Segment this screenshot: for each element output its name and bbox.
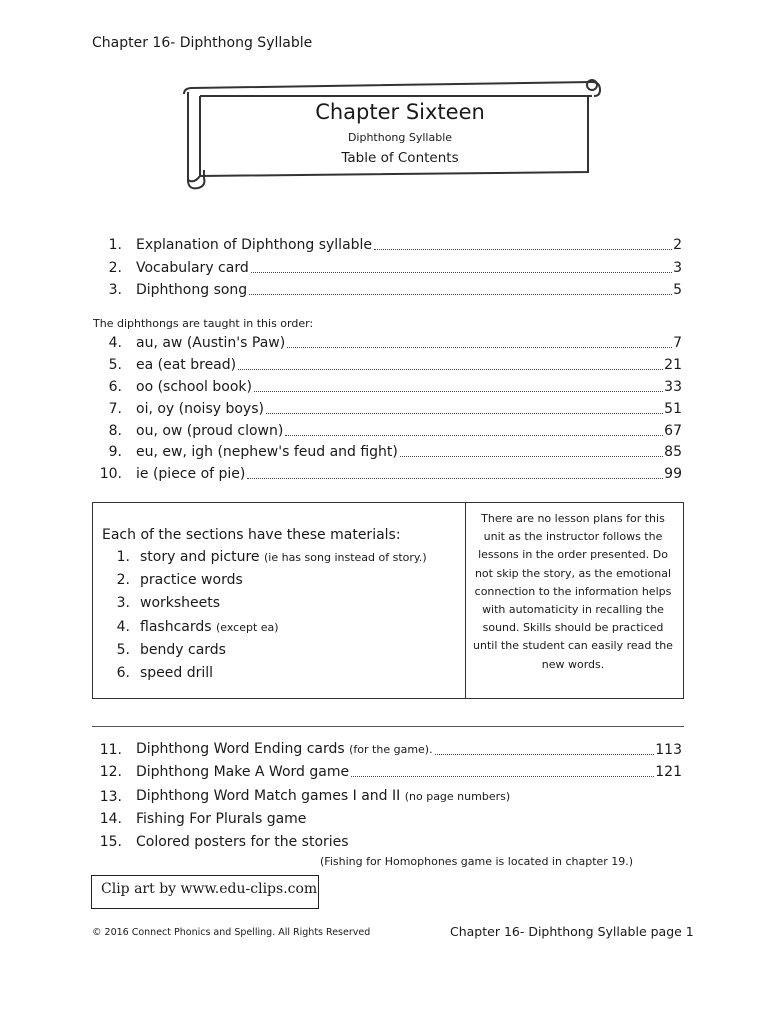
toc-entry <box>96 833 682 851</box>
toc-entry <box>96 422 682 440</box>
toc-entry <box>96 334 682 352</box>
toc-entry <box>96 740 682 759</box>
toc-label: Diphthong Make A Word game <box>136 764 350 780</box>
toc-number: 2. <box>108 260 122 276</box>
toc-number: 6. <box>108 379 122 395</box>
toc-number: 7. <box>108 401 122 417</box>
toc-label: ie (piece of pie) <box>136 466 246 482</box>
toc-page: 99 <box>664 466 682 482</box>
materials-item: 4. flashcards (except ea) <box>116 619 279 635</box>
chapter-title: Chapter Sixteen <box>315 100 485 124</box>
toc-label: Colored posters for the stories <box>136 834 349 850</box>
toc-heading: Table of Contents <box>341 150 459 166</box>
toc-number: 5. <box>108 357 122 373</box>
toc-label: au, aw (Austin's Paw) <box>136 335 286 351</box>
toc-page: 2 <box>673 237 682 253</box>
toc-page: 5 <box>673 282 682 298</box>
toc-page: 33 <box>664 379 682 395</box>
toc-page: 113 <box>655 742 682 758</box>
materials-item: 2. practice words <box>116 572 243 588</box>
toc-page: 3 <box>673 260 682 276</box>
instructor-note: There are no lesson plans for this unit as the instructor follows the lessons in the order presented. Do not skip the story, as the emotional connection to the information helps with automaticity in recalling the sound. Skills should be practiced until the student can easily read the new words. <box>473 512 673 671</box>
toc-page: 51 <box>664 401 682 417</box>
toc-label: Diphthong Word Ending cards (for the game). <box>136 741 433 757</box>
section-divider <box>92 726 684 727</box>
toc-entry <box>96 810 682 828</box>
toc-entry <box>96 763 682 781</box>
toc-number: 10. <box>99 466 122 482</box>
toc-label: Diphthong Word Match games I and II (no page numbers) <box>136 788 511 804</box>
toc-number: 11. <box>99 742 122 758</box>
order-intro: The diphthongs are taught in this order: <box>93 317 314 330</box>
materials-item: 6. speed drill <box>116 665 214 681</box>
materials-box <box>92 502 684 699</box>
toc-number: 15. <box>99 834 122 850</box>
materials-heading: Each of the sections have these materials: <box>102 527 401 543</box>
toc-label: ou, ow (proud clown) <box>136 423 284 439</box>
toc-page: 7 <box>673 335 682 351</box>
toc-label: Diphthong song <box>136 282 248 298</box>
materials-item: 5. bendy cards <box>116 642 226 658</box>
chapter-subtitle: Diphthong Syllable <box>347 131 453 144</box>
toc-number: 1. <box>108 237 122 253</box>
page-footer: Chapter 16- Diphthong Syllable page 1 <box>450 924 694 939</box>
toc-label: oo (school book) <box>136 379 252 395</box>
toc-label: oi, oy (noisy boys) <box>136 401 264 417</box>
toc-number: 14. <box>99 811 122 827</box>
toc-number: 3. <box>108 282 122 298</box>
toc-number: 4. <box>108 335 122 351</box>
toc-label: Fishing For Plurals game <box>136 811 307 827</box>
toc-number: 13. <box>99 789 122 805</box>
toc-entry <box>96 443 682 461</box>
toc-page: 21 <box>664 357 682 373</box>
toc-label: eu, ew, igh (nephew's feud and fight) <box>136 444 398 460</box>
toc-label: Explanation of Diphthong syllable <box>136 237 373 253</box>
materials-item: 1. story and picture (ie has song instead of story.) <box>116 549 427 565</box>
toc-entry <box>96 356 682 374</box>
copyright: © 2016 Connect Phonics and Spelling. All Rights Reserved <box>92 927 371 938</box>
toc-page: 67 <box>664 423 682 439</box>
toc-entry <box>96 259 682 277</box>
toc-entry <box>96 400 682 418</box>
toc-page: 85 <box>664 444 682 460</box>
page-header: Chapter 16- Diphthong Syllable <box>92 35 313 51</box>
title-scroll <box>180 72 605 194</box>
toc-number: 12. <box>99 764 122 780</box>
toc-label: Vocabulary card <box>136 260 249 276</box>
clip-art-credit: Clip art by www.edu-clips.com <box>91 875 319 909</box>
materials-item: 3. worksheets <box>116 595 221 611</box>
toc-entry <box>96 378 682 396</box>
toc-entry <box>96 236 682 254</box>
toc-number: 9. <box>108 444 122 460</box>
toc-entry <box>96 465 682 483</box>
toc-number: 8. <box>108 423 122 439</box>
materials-list-panel <box>93 503 466 698</box>
homophones-note: (Fishing for Homophones game is located in chapter 19.) <box>320 855 634 868</box>
toc-entry <box>96 281 682 299</box>
toc-page: 121 <box>655 764 682 780</box>
toc-entry <box>96 787 682 806</box>
toc-label: ea (eat bread) <box>136 357 237 373</box>
